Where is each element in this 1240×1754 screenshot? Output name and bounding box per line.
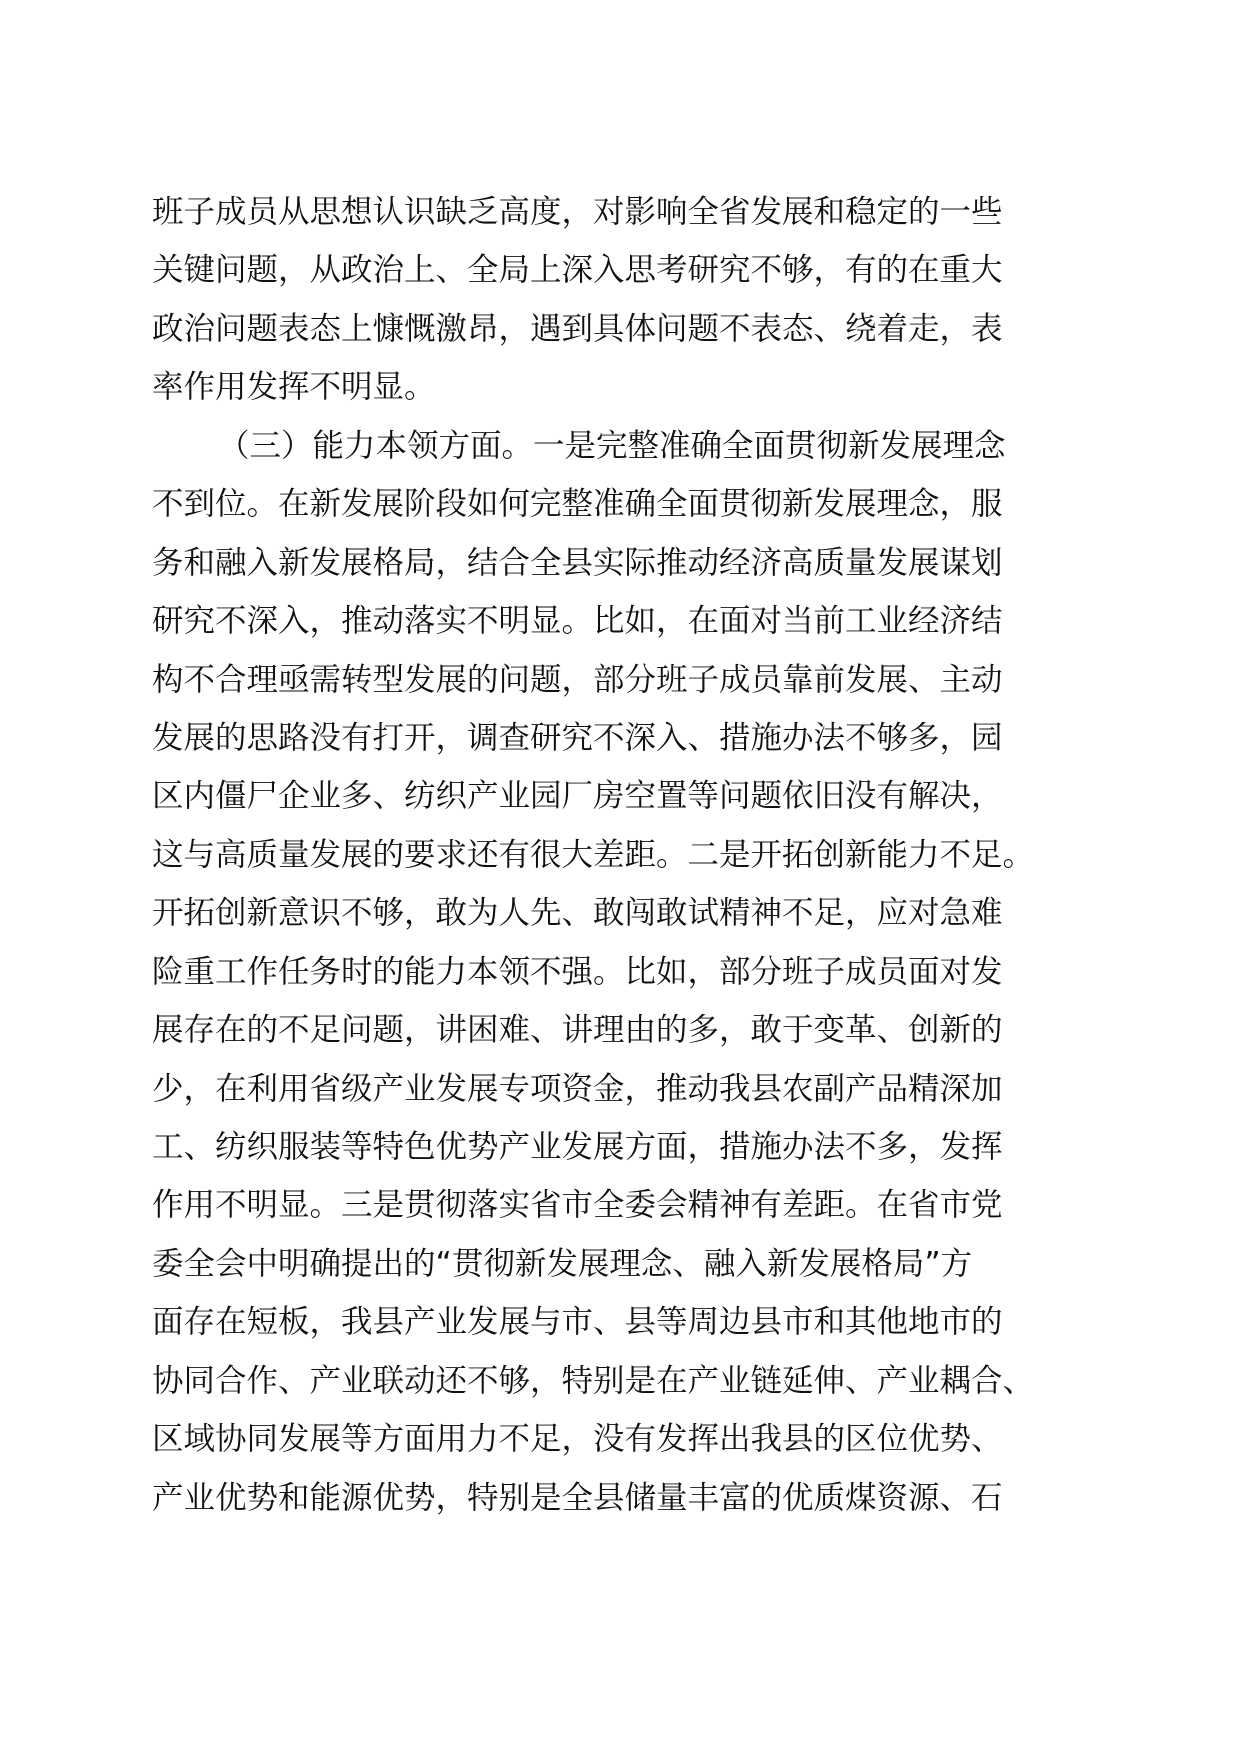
text-line: 政治问题表态上慷慨激昂，遇到具体问题不表态、绕着走，表 xyxy=(152,310,1003,347)
text-line: 关键问题，从政治上、全局上深入思考研究不够，有的在重大 xyxy=(152,252,1003,289)
text-line: 班子成员从思想认识缺乏高度，对影响全省发展和稳定的一些 xyxy=(152,194,1003,230)
text-line: 构不合理亟需转型发展的问题，部分班子成员靠前发展、主动 xyxy=(152,661,1003,698)
text-line: 不到位。在新发展阶段如何完整准确全面贯彻新发展理念，服 xyxy=(152,486,1003,523)
text-line: 区域协同发展等方面用力不足，没有发挥出我县的区位优势、 xyxy=(152,1421,1003,1458)
text-line: 率作用发挥不明显。 xyxy=(152,369,436,406)
text-line: 展存在的不足问题，讲困难、讲理由的多，敢于变革、创新的 xyxy=(152,1012,1003,1049)
text-line: 面存在短板，我县产业发展与市、县等周边县市和其他地市的 xyxy=(152,1304,1003,1341)
section-heading-line: （三）能力本领方面。一是完整准确全面贯彻新发展理念 xyxy=(218,427,1006,464)
text-line: 发展的思路没有打开，调查研究不深入、措施办法不够多，园 xyxy=(152,719,1003,756)
text-line: 工、纺织服装等特色优势产业发展方面，措施办法不多，发挥 xyxy=(152,1129,1003,1165)
body-text xyxy=(152,183,1092,1527)
text-line: 研究不深入，推动落实不明显。比如，在面对当前工业经济结 xyxy=(152,603,1003,640)
text-line: 险重工作任务时的能力本领不强。比如，部分班子成员面对发 xyxy=(152,953,1003,990)
text-line: 开拓创新意识不够，敢为人先、敢闯敢试精神不足，应对急难 xyxy=(152,895,1003,932)
text-line: 委全会中明确提出的“贯彻新发展理念、融入新发展格局”方 xyxy=(152,1245,973,1282)
text-line: 产业优势和能源优势，特别是全县储量丰富的优质煤资源、石 xyxy=(152,1479,1003,1516)
text-line: 协同合作、产业联动还不够，特别是在产业链延伸、产业耦合、 xyxy=(152,1362,1035,1399)
text-line: 少，在利用省级产业发展专项资金，推动我县农副产品精深加 xyxy=(152,1070,1003,1107)
text-line: 区内僵尸企业多、纺织产业园厂房空置等问题依旧没有解决， xyxy=(152,778,1003,815)
text-line: 务和融入新发展格局，结合全县实际推动经济高质量发展谋划 xyxy=(152,544,1003,581)
text-line: 这与高质量发展的要求还有很大差距。二是开拓创新能力不足。 xyxy=(152,836,1035,873)
text-line: 作用不明显。三是贯彻落实省市全委会精神有差距。在省市党 xyxy=(152,1187,1003,1224)
